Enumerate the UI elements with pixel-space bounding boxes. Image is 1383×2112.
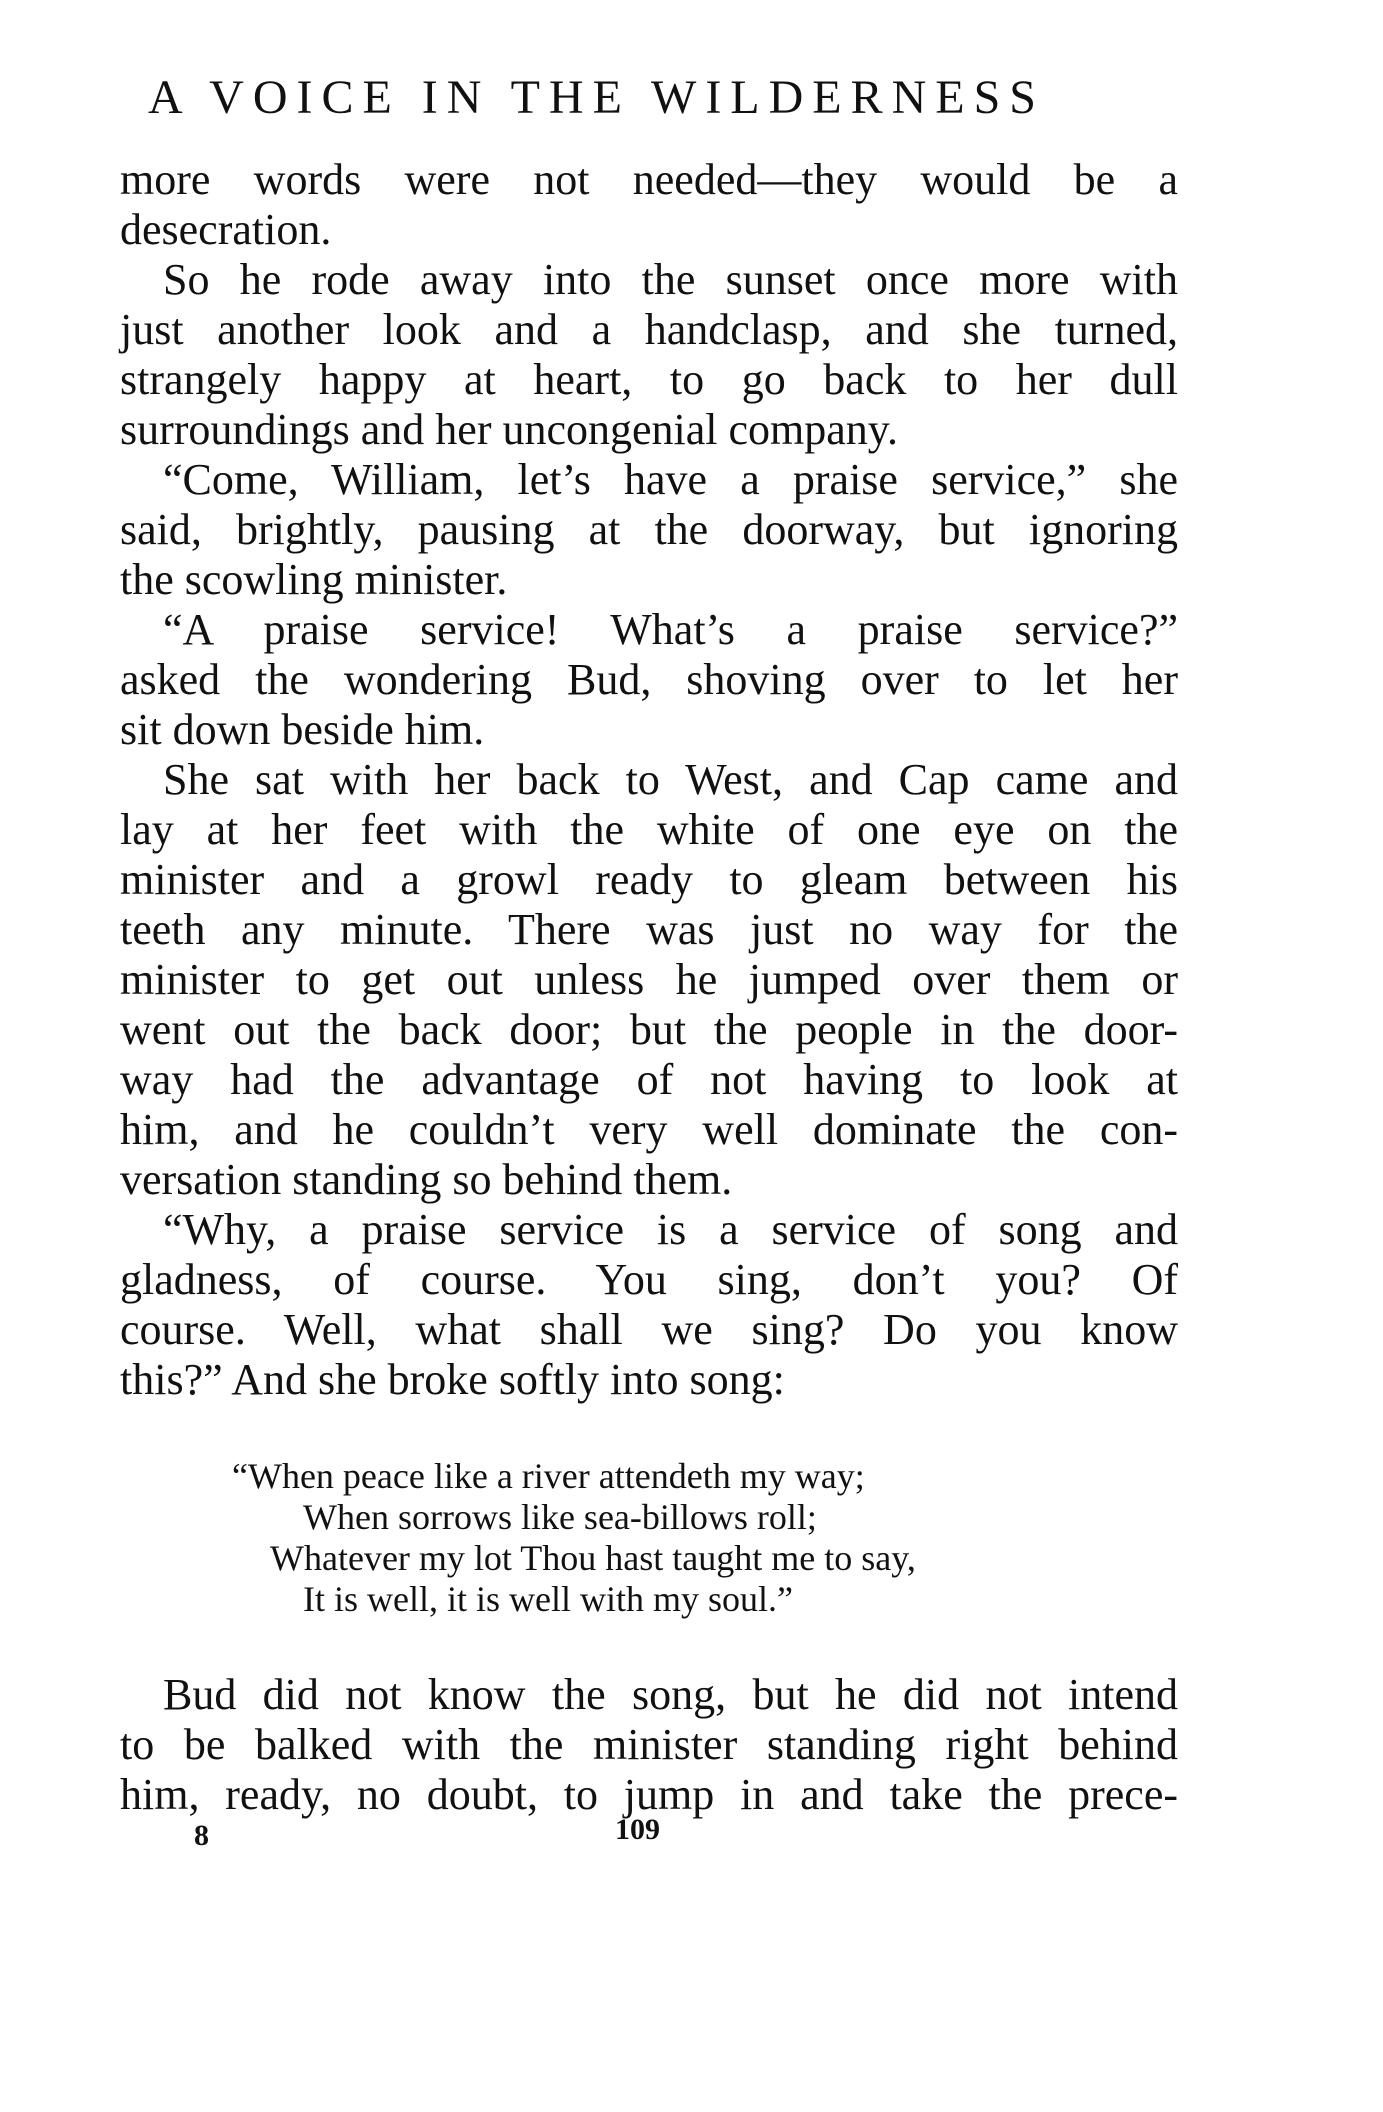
body-line: “Why, a praise service is a service of song and: [163, 1205, 1178, 1254]
body-line: lay at her feet with the white of one eye on the: [120, 805, 1178, 854]
verse-line: When sorrows like sea-billows roll;: [303, 1497, 817, 1537]
body-line: asked the wondering Bud, shoving over to let her: [120, 655, 1178, 704]
running-head: A VOICE IN THE WILDERNESS: [148, 71, 1045, 124]
body-line: teeth any minute. There was just no way for the: [120, 905, 1178, 954]
body-line: “Come, William, let’s have a praise service,” she: [163, 455, 1178, 504]
body-line: minister to get out unless he jumped over them or: [120, 955, 1178, 1004]
body-line: “A praise service! What’s a praise service?”: [163, 605, 1178, 654]
body-line: more words were not needed—they would be a: [120, 155, 1178, 204]
body-line: minister and a growl ready to gleam between his: [120, 855, 1178, 904]
signature-mark: 8: [194, 1819, 209, 1852]
body-line: this?” And she broke softly into song:: [120, 1355, 785, 1404]
body-line: So he rode away into the sunset once more with: [163, 255, 1178, 304]
body-line: surroundings and her uncongenial company.: [120, 405, 898, 454]
verse-line: It is well, it is well with my soul.”: [303, 1579, 793, 1619]
body-line: sit down beside him.: [120, 705, 485, 754]
body-line: desecration.: [120, 205, 332, 254]
body-line: Bud did not know the song, but he did not intend: [163, 1670, 1178, 1719]
body-line: the scowling minister.: [120, 555, 508, 604]
body-line: way had the advantage of not having to look at: [120, 1055, 1178, 1104]
body-line: to be balked with the minister standing right behind: [120, 1720, 1178, 1769]
verse-line: “When peace like a river attendeth my way;: [232, 1456, 865, 1496]
body-line: just another look and a handclasp, and she turned,: [120, 305, 1178, 354]
body-line: course. Well, what shall we sing? Do you know: [120, 1305, 1178, 1354]
body-line: gladness, of course. You sing, don’t you? Of: [120, 1255, 1178, 1304]
body-line: She sat with her back to West, and Cap came and: [163, 755, 1178, 804]
body-line: went out the back door; but the people in the door-: [120, 1005, 1178, 1054]
page-number: 109: [615, 1813, 660, 1846]
body-line: him, and he couldn’t very well dominate the con-: [120, 1105, 1178, 1154]
body-line: said, brightly, pausing at the doorway, but ignoring: [120, 505, 1178, 554]
verse-line: Whatever my lot Thou hast taught me to say,: [270, 1538, 916, 1578]
body-line: versation standing so behind them.: [120, 1155, 733, 1204]
body-line: him, ready, no doubt, to jump in and take the prece-: [120, 1770, 1178, 1819]
body-line: strangely happy at heart, to go back to her dull: [120, 355, 1178, 404]
